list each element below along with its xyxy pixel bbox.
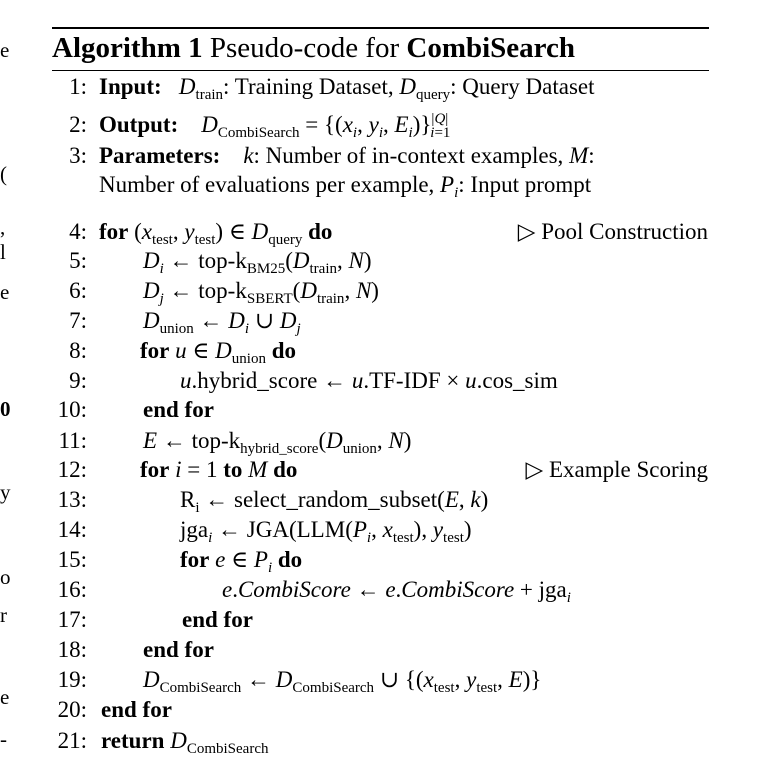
line-content: u.hybrid_score ← u.TF-IDF × u.cos_sim — [180, 368, 558, 393]
line-content: $D_i$ ← top-$k_{BM25}(D_{train}$, N) — [143, 248, 372, 277]
comment-pool-construction: ▷ Pool Construction — [517, 219, 708, 244]
line-number: 17: — [57, 607, 87, 632]
algorithm-label: Algorithm 1 — [52, 32, 203, 64]
line-content: end for — [143, 397, 214, 422]
line-number: 5: — [69, 248, 87, 273]
margin-fragment: l — [0, 240, 6, 264]
line-number: 11: — [58, 428, 87, 453]
line-content: $D_j$ ← top-$k_{SBERT}(D_{train}$, N) — [143, 278, 379, 307]
algorithm-line — [0, 366, 765, 396]
line-content: E ← top-$k_{hybrid\_score}(D_{union}$, N) — [143, 428, 412, 457]
algorithm-line — [0, 110, 765, 140]
comment-example-scoring: ▷ Example Scoring — [525, 457, 708, 482]
algorithm-title — [52, 30, 575, 66]
line-content: return $D_{CombiSearch}$ — [101, 728, 269, 757]
line-number: 6: — [69, 278, 87, 303]
line-content: $D_{union}$ ← $D_i$ ∪ $D_j$ — [143, 308, 301, 337]
line-number: 21: — [57, 728, 87, 753]
algorithm-title-text: Pseudo-code for — [209, 32, 400, 64]
algorithm-line — [0, 485, 765, 515]
margin-fragment: - — [0, 727, 7, 751]
algorithm-line — [0, 515, 765, 545]
line-content: $D_{CombiSearch}$ ← $D_{CombiSearch}$ ∪ {($x_{test}$, $y_{test}$, E)} — [143, 667, 542, 696]
line-number: 4: — [69, 219, 87, 244]
algorithm-line — [0, 426, 765, 456]
algorithm-name: CombiSearch — [406, 32, 576, 64]
line-content: end for — [143, 637, 214, 662]
algorithm-top-rule — [52, 27, 709, 29]
margin-fragment: 0 — [0, 397, 11, 421]
algorithm-line — [0, 141, 765, 171]
line-content: end for — [101, 697, 172, 722]
algorithm-line — [0, 635, 765, 665]
algorithm-line — [0, 695, 765, 725]
line-number: 19: — [57, 667, 87, 692]
algorithm-line — [0, 395, 765, 425]
algorithm-line — [0, 276, 765, 306]
margin-fragment: o — [0, 565, 11, 589]
line-content: Input: $D_{train}$: Training Dataset, $D_{query}$: Query Dataset — [99, 74, 595, 103]
algorithm-line — [0, 605, 765, 635]
margin-fragment: e — [0, 38, 10, 62]
algorithm-line — [0, 545, 765, 575]
line-number: 12: — [57, 457, 87, 482]
algorithm-line — [0, 217, 765, 247]
algorithm-line — [0, 72, 765, 102]
line-content: Number of evaluations per example, $P_i$: Input prompt — [99, 172, 592, 201]
line-content: jga$_i$ ← $JGA(LLM(P_i$, $x_{test}$), $y_{test}$) — [180, 517, 472, 546]
line-content: for i = 1 to M do — [140, 457, 298, 482]
algorithm-line — [0, 455, 765, 485]
line-number: 18: — [57, 637, 87, 662]
margin-fragment: y — [0, 480, 11, 504]
line-number: 15: — [57, 547, 87, 572]
margin-fragment: e — [0, 685, 10, 709]
algorithm-title-rule — [52, 70, 709, 71]
line-number: 1: — [69, 74, 87, 99]
margin-fragment: e — [0, 280, 10, 304]
algorithm-line — [0, 726, 765, 756]
line-content: for ($x_{test}$, $y_{test}$) ∈ $D_{query}$ do — [99, 219, 333, 248]
line-number: 10: — [57, 397, 87, 422]
line-number: 14: — [57, 517, 87, 542]
line-content: end for — [182, 607, 253, 632]
line-content: Output: $D_{CombiSearch} = \{(x_i$, $y_i$, $E_i)\}^{|Q|}_{i=1}$ — [99, 111, 451, 141]
margin-fragment: r — [0, 603, 7, 627]
margin-fragment: ( — [0, 162, 7, 186]
line-number: 20: — [57, 697, 87, 722]
algorithm-line — [0, 575, 765, 605]
line-number: 3: — [69, 143, 87, 168]
line-number: 9: — [69, 368, 87, 393]
line-number: 2: — [69, 112, 87, 137]
algorithm-line — [0, 336, 765, 366]
line-number: 8: — [69, 338, 87, 363]
line-content: for u ∈ $D_{union}$ do — [140, 338, 296, 367]
margin-fragment: , — [0, 215, 6, 239]
line-content: for e ∈ $P_i$ do — [180, 547, 303, 576]
algorithm-line-continuation — [0, 170, 765, 200]
line-content: $R_i$ ← select_random_subset(E, k) — [180, 487, 489, 516]
line-number: 13: — [57, 487, 87, 512]
line-content: e.CombiScore ← e.CombiScore + jga$_i$ — [222, 577, 571, 606]
algorithm-line — [0, 306, 765, 336]
algorithm-line — [0, 665, 765, 695]
line-number: 7: — [69, 308, 87, 333]
line-number: 16: — [57, 577, 87, 602]
algorithm-line — [0, 246, 765, 276]
line-content: Parameters: k: Number of in-context examples, M: — [99, 143, 595, 168]
